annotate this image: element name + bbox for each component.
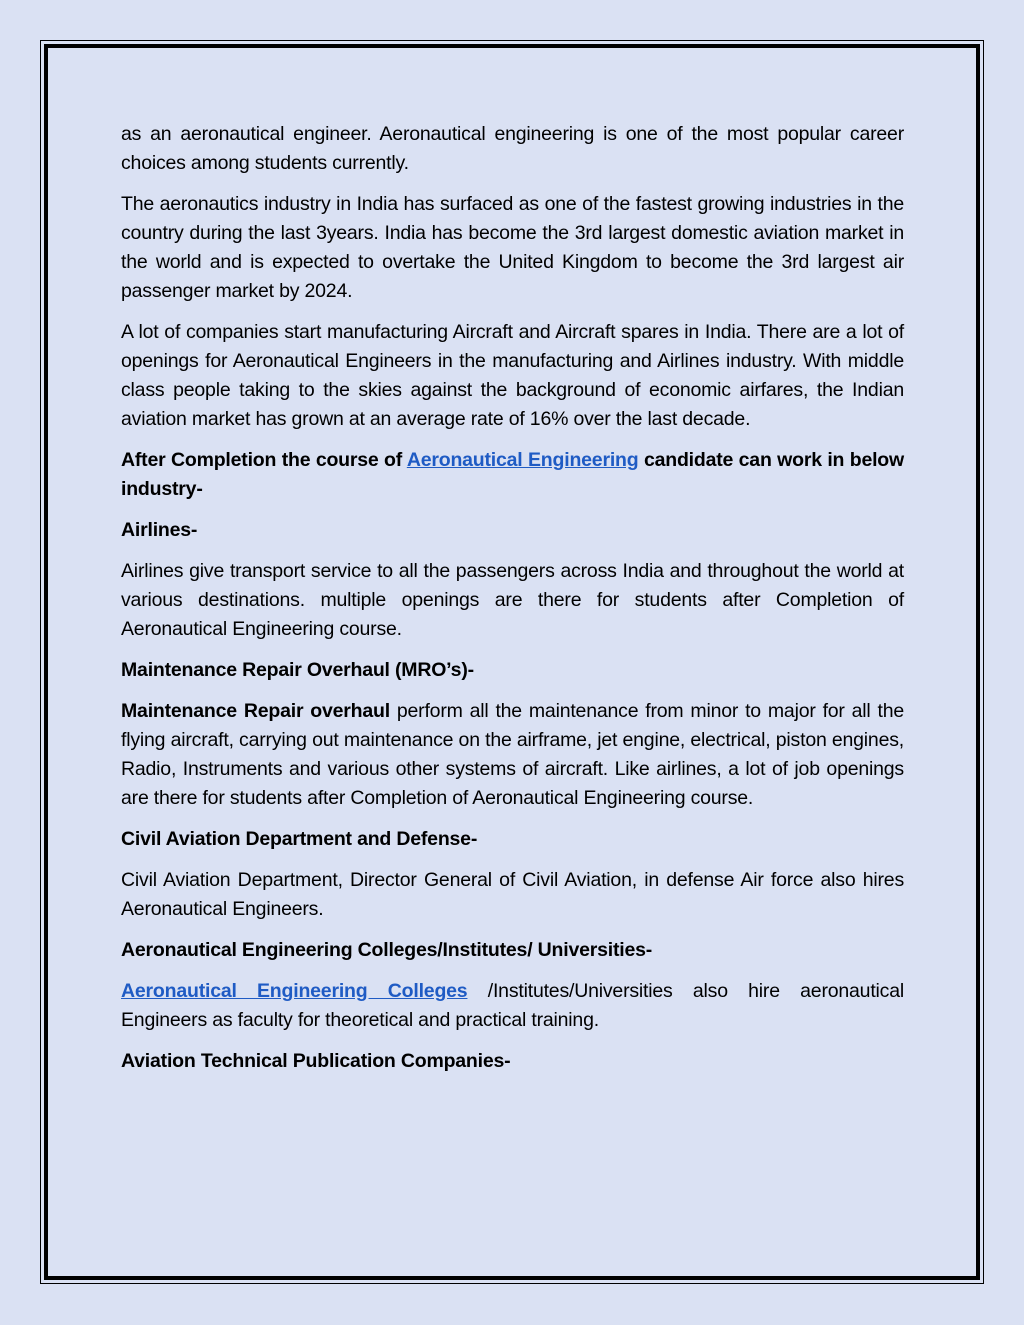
mro-paragraph: [121, 697, 904, 813]
after-completion-heading: [121, 446, 904, 504]
industry-growth-paragraph: The aeronautics industry in India has surfaced as one of the fastest growing industries in the country during the last 3years. India has become the 3rd largest domestic aviation market in the world and is expected to overtake the United Kingdom to become the 3rd largest air passenger market by 2024.: [121, 193, 904, 302]
publication-heading: Aviation Technical Publication Companies-: [121, 1050, 511, 1072]
colleges-paragraph: [121, 977, 904, 1035]
civil-aviation-heading: Civil Aviation Department and Defense-: [121, 828, 478, 850]
airlines-paragraph: Airlines give transport service to all the passengers across India and throughout the world at various destinations. multiple openings are there for students after Completion of Aeronautical Engineering course.: [121, 560, 904, 640]
mro-rest-text: perform all the maintenance from minor to major for all the flying aircraft, carrying out maintenance on the airframe, jet engine, electrical, piston engines, Radio, Instruments and various other systems of aircraft. Like airlines, a lot of job openings are there for students after Completion of Aeronautical Engineering course.: [121, 700, 905, 809]
colleges-heading: Aeronautical Engineering Colleges/Institutes/ Universities-: [121, 939, 653, 961]
colleges-rest-text: /Institutes/Universities also hire aeronautical Engineers as faculty for theoretical and practical training.: [121, 980, 904, 1031]
aeronautical-engineering-link[interactable]: Aeronautical Engineering: [406, 449, 639, 471]
intro-paragraph: as an aeronautical engineer. Aeronautical engineering is one of the most popular career choices among students currently.: [121, 123, 904, 174]
airlines-heading: Airlines-: [121, 519, 198, 541]
mro-heading: Maintenance Repair Overhaul (MRO’s)-: [121, 659, 474, 681]
after-completion-prefix: After Completion the course of: [121, 449, 407, 471]
mro-bold-term: Maintenance Repair overhaul: [121, 700, 390, 722]
aeronautical-engineering-colleges-link[interactable]: Aeronautical Engineering Colleges: [121, 980, 468, 1002]
document-body: [121, 120, 904, 1088]
manufacturing-paragraph: A lot of companies start manufacturing Aircraft and Aircraft spares in India. There are a lot of openings for Aeronautical Engineers in the manufacturing and Airlines industry. With middle class people taking to the skies against the background of economic airfares, the Indian aviation market has grown at an average rate of 16% over the last decade.: [121, 321, 904, 430]
after-completion-suffix: candidate can work in below industry-: [121, 449, 904, 500]
civil-aviation-paragraph: Civil Aviation Department, Director General of Civil Aviation, in defense Air force also hires Aeronautical Engineers.: [121, 869, 904, 920]
